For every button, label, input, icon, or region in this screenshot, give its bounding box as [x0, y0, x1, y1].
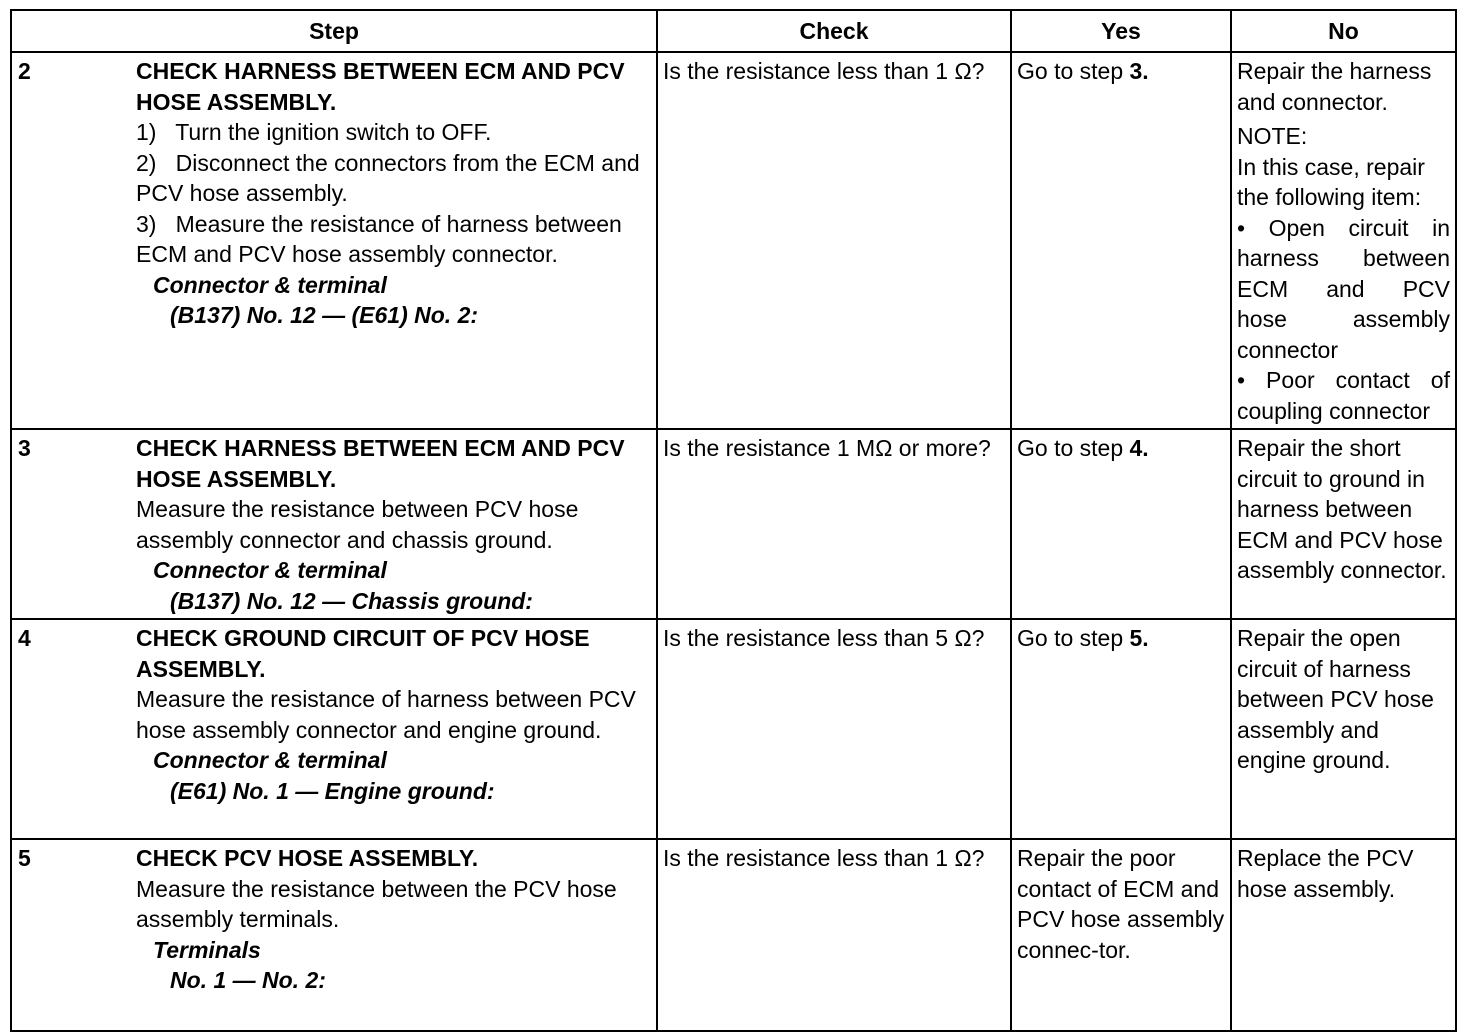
yes-text: Go to step [1017, 625, 1130, 651]
step-cell [11, 429, 657, 619]
reference-value: (B137) No. 12 — Chassis ground: [170, 587, 533, 614]
yes-step: 5. [1129, 625, 1149, 651]
step-line: Measure the resistance between PCV hose assembly connector and chassis ground. [136, 496, 579, 553]
table-row [11, 619, 1456, 839]
no-line: • Poor contact of [1237, 367, 1450, 393]
no-cell: Replace the PCV hose assembly. [1231, 839, 1456, 1031]
no-line: and connector. [1237, 88, 1388, 115]
step-number: 4 [18, 625, 31, 651]
reference-label: Terminals [153, 936, 261, 963]
yes-cell [1011, 429, 1231, 619]
no-cell: Repair the short circuit to ground in harness between ECM and PCV hose assembly connector. [1231, 429, 1456, 619]
reference-label: Connector & terminal [153, 271, 387, 298]
check-cell: Is the resistance less than 1 Ω? [657, 839, 1011, 1031]
no-cell: Repair the open circuit of harness between PCV hose assembly and engine ground. [1231, 619, 1456, 839]
no-line: In this case, repair [1237, 153, 1425, 180]
step-cell [11, 839, 657, 1031]
reference-value: (E61) No. 1 — Engine ground: [170, 777, 495, 804]
header-row [11, 10, 1456, 52]
header-step: Step [11, 10, 657, 52]
yes-cell: Repair the poor contact of ECM and PCV hose assembly connec-tor. [1011, 839, 1231, 1031]
yes-cell [1011, 619, 1231, 839]
reference-value: (B137) No. 12 — (E61) No. 2: [170, 302, 479, 328]
step-line: 1) Turn the ignition switch to OFF. [136, 119, 492, 145]
no-line: ECM and PCV [1237, 275, 1450, 302]
step-title: CHECK PCV HOSE ASSEMBLY. [136, 845, 479, 871]
step-cell [11, 619, 657, 839]
step-cell [11, 52, 657, 429]
reference-label: Connector & terminal [153, 747, 387, 773]
step-number: 2 [18, 58, 31, 84]
header-no: No [1231, 10, 1456, 52]
step-line: 2) Disconnect the connectors from the ECM and PCV hose assembly. [136, 149, 647, 206]
no-cell [1231, 52, 1456, 429]
no-line: Repair the harness [1237, 58, 1432, 84]
check-cell: Is the resistance less than 1 Ω? [657, 52, 1011, 429]
no-line: connector [1237, 336, 1339, 363]
yes-cell [1011, 52, 1231, 429]
no-line: coupling connector [1237, 397, 1431, 424]
no-line: hose assembly [1237, 306, 1450, 332]
check-cell: Is the resistance less than 5 Ω? [657, 619, 1011, 839]
table-row [11, 839, 1456, 1031]
step-line: Measure the resistance of harness between PCV hose assembly connector and engine ground. [136, 686, 636, 743]
step-number: 3 [18, 435, 31, 461]
reference-value: No. 1 — No. 2: [170, 967, 326, 993]
step-line: Measure the resistance between the PCV hose assembly terminals. [136, 875, 617, 932]
header-check: Check [657, 10, 1011, 52]
step-number: 5 [18, 845, 31, 871]
step-title: CHECK HARNESS BETWEEN ECM AND PCV HOSE ASSEMBLY. [136, 58, 625, 115]
reference-label: Connector & terminal [153, 557, 387, 583]
yes-text: Go to step [1017, 58, 1130, 84]
step-title: CHECK HARNESS BETWEEN ECM AND PCV HOSE ASSEMBLY. [136, 435, 625, 492]
note-label: NOTE: [1237, 123, 1308, 149]
yes-step: 4. [1129, 435, 1149, 461]
header-yes: Yes [1011, 10, 1231, 52]
no-line: • Open circuit in [1237, 214, 1450, 241]
step-line: 3) Measure the resistance of harness between ECM and PCV hose assembly connector. [136, 210, 629, 267]
no-line: the following item: [1237, 184, 1422, 210]
yes-text: Go to step [1017, 435, 1130, 461]
step-title: CHECK GROUND CIRCUIT OF PCV HOSE ASSEMBLY. [136, 625, 590, 682]
yes-step: 3. [1129, 58, 1149, 84]
diagnostic-table [10, 9, 1457, 1032]
table-row [11, 429, 1456, 619]
check-cell: Is the resistance 1 MΩ or more? [657, 429, 1011, 619]
no-line: harness between [1237, 245, 1450, 271]
table-row [11, 52, 1456, 429]
